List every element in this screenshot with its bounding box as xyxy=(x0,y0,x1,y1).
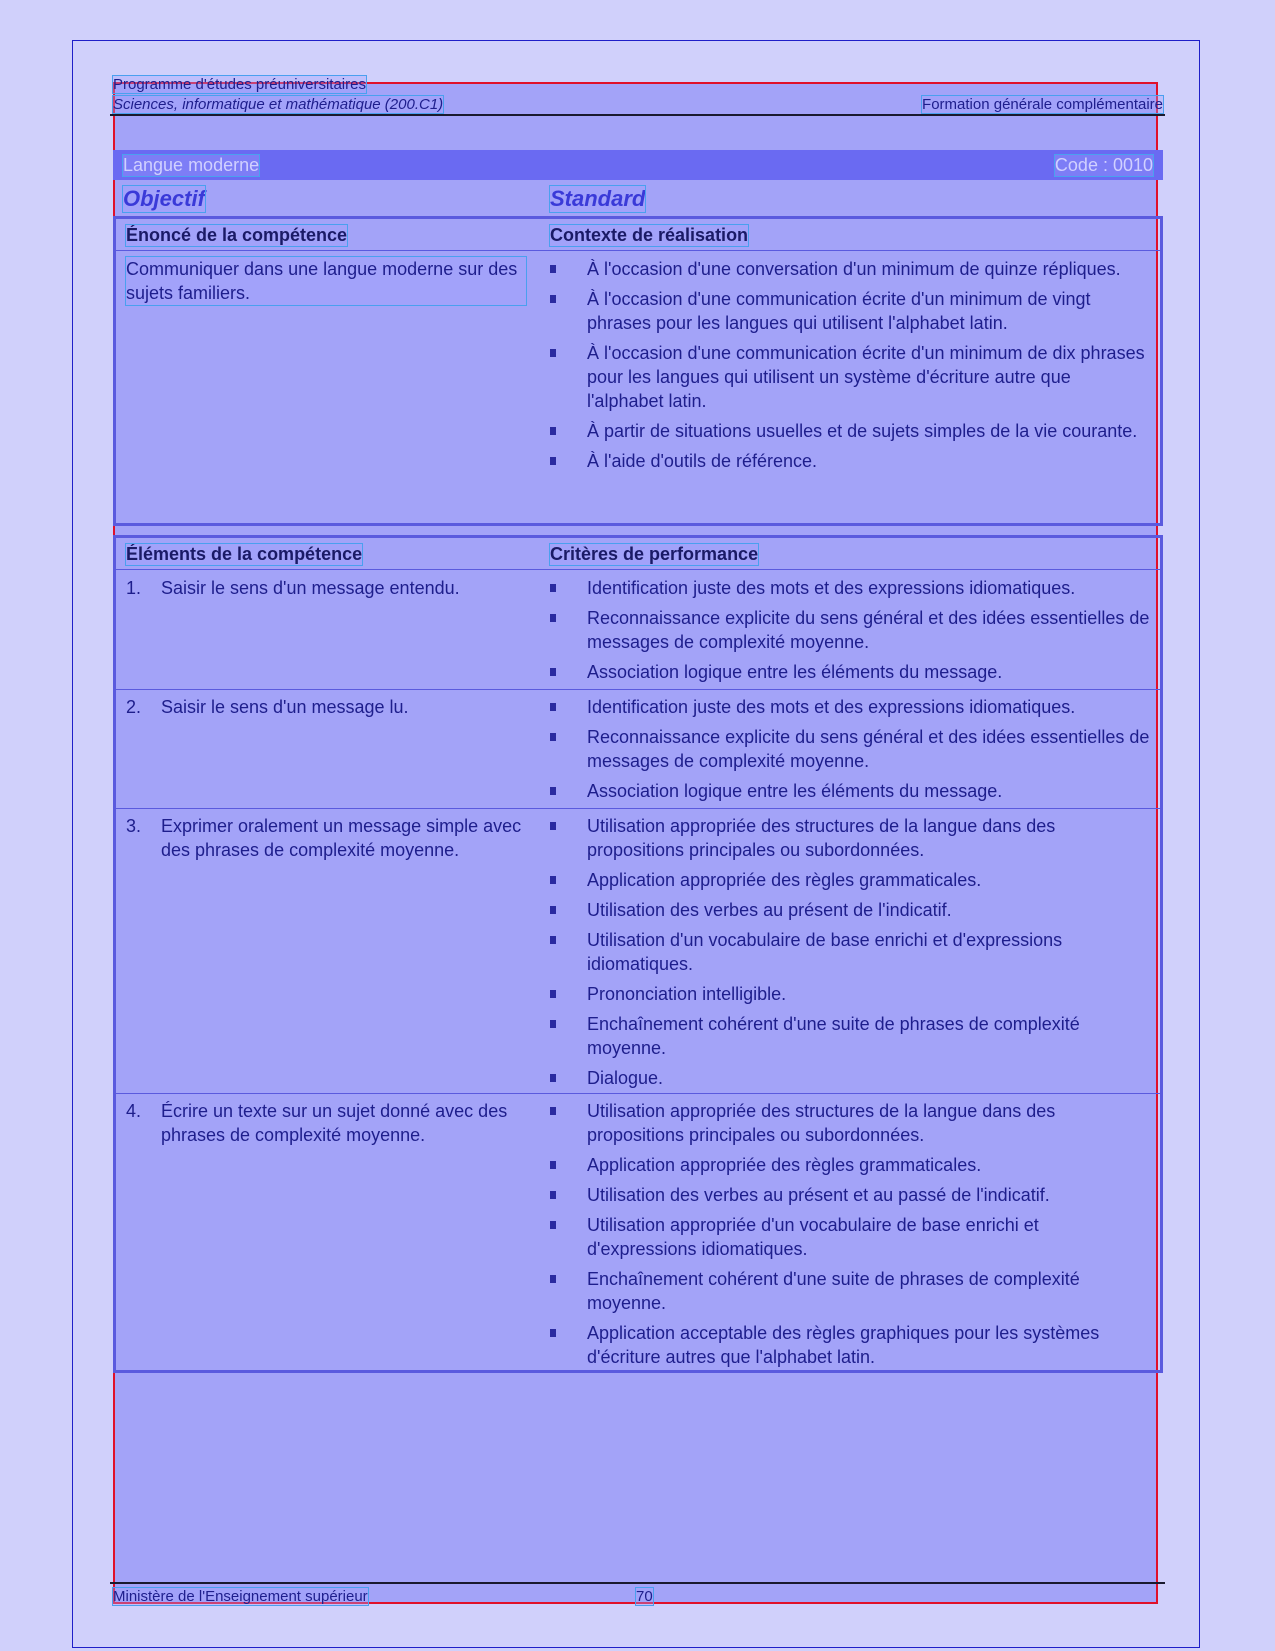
footer-ministry: Ministère de l'Enseignement supérieur xyxy=(113,1588,368,1605)
header-rule xyxy=(110,114,1165,116)
criterion: Prononciation intelligible. xyxy=(550,982,1150,1006)
context-item: À l'occasion d'une communication écrite d'un minimum de vingt phrases pour les langues qui utilisent l'alphabet latin. xyxy=(550,287,1150,335)
criterion: Utilisation appropriée des structures de la langue dans des propositions principales ou subordonnées. xyxy=(550,1099,1150,1147)
criterion: Dialogue. xyxy=(550,1066,1150,1090)
criterion: Identification juste des mots et des expressions idiomatiques. xyxy=(550,695,1150,719)
element-number: 3. xyxy=(126,816,142,836)
table1-rule xyxy=(116,250,1160,251)
row-rule xyxy=(116,689,1160,690)
element-number: 2. xyxy=(126,697,142,717)
col-header-statement: Énoncé de la compétence xyxy=(126,225,348,245)
element-number: 4. xyxy=(126,1101,142,1121)
course-bar xyxy=(113,150,1163,180)
criteria-list-3 xyxy=(550,814,1150,1096)
criterion: Utilisation appropriée des structures de la langue dans des propositions principales ou subordonnées. xyxy=(550,814,1150,862)
criterion: Application appropriée des règles grammaticales. xyxy=(550,868,1150,892)
criterion: Utilisation des verbes au présent de l'indicatif. xyxy=(550,898,1150,922)
page-number: 70 xyxy=(636,1588,653,1605)
element-text: Saisir le sens d'un message lu. xyxy=(161,697,409,717)
element-number: 1. xyxy=(126,578,142,598)
criterion: Enchaînement cohérent d'une suite de phrases de complexité moyenne. xyxy=(550,1267,1150,1315)
criterion: Enchaînement cohérent d'une suite de phrases de complexité moyenne. xyxy=(550,1012,1150,1060)
header-section: Formation générale complémentaire xyxy=(922,96,1163,113)
criterion: Application appropriée des règles grammaticales. xyxy=(550,1153,1150,1177)
criterion: Identification juste des mots et des expressions idiomatiques. xyxy=(550,576,1150,600)
col-header-elements: Éléments de la compétence xyxy=(126,544,363,564)
col-header-criteria: Critères de performance xyxy=(550,544,759,564)
context-item: À l'occasion d'une conversation d'un minimum de quinze répliques. xyxy=(550,257,1150,281)
criterion: Utilisation d'un vocabulaire de base enrichi et d'expressions idiomatiques. xyxy=(550,928,1150,976)
standard-label: Standard xyxy=(550,186,646,211)
footer-rule xyxy=(110,1582,1165,1584)
header-program-title: Sciences, informatique et mathématique (200.C1) xyxy=(113,96,444,113)
row-rule xyxy=(116,808,1160,809)
context-item: À l'occasion d'une communication écrite d'un minimum de dix phrases pour les langues qui utilisent un système d'écriture autre que l'alphabet latin. xyxy=(550,341,1150,413)
objective-label: Objectif xyxy=(123,186,205,211)
criterion: Reconnaissance explicite du sens général et des idées essentielles de messages de complexité moyenne. xyxy=(550,606,1150,654)
context-list xyxy=(550,257,1150,479)
element-text: Exprimer oralement un message simple avec des phrases de complexité moyenne. xyxy=(161,816,522,860)
course-code: Code : 0010 xyxy=(1054,155,1153,175)
competence-statement: Communiquer dans une langue moderne sur des sujets familiers. xyxy=(126,257,526,305)
element-text: Écrire un texte sur un sujet donné avec des phrases de complexité moyenne. xyxy=(161,1101,508,1145)
criteria-list-4 xyxy=(550,1099,1150,1375)
criterion: Utilisation appropriée d'un vocabulaire de base enrichi et d'expressions idiomatiques. xyxy=(550,1213,1150,1261)
criterion: Reconnaissance explicite du sens général et des idées essentielles de messages de complexité moyenne. xyxy=(550,725,1150,773)
criterion: Association logique entre les éléments du message. xyxy=(550,779,1150,803)
col-header-context: Contexte de réalisation xyxy=(550,225,749,245)
header-program: Programme d'études préuniversitaires xyxy=(113,76,366,93)
table2-rule xyxy=(116,569,1160,570)
course-name: Langue moderne xyxy=(123,155,260,175)
context-item: À partir de situations usuelles et de sujets simples de la vie courante. xyxy=(550,419,1150,443)
criteria-list-2 xyxy=(550,695,1150,809)
elements-table xyxy=(113,535,1163,1373)
criterion: Application acceptable des règles graphiques pour les systèmes d'écriture autres que l'alphabet latin. xyxy=(550,1321,1150,1369)
context-item: À l'aide d'outils de référence. xyxy=(550,449,1150,473)
criterion: Utilisation des verbes au présent et au passé de l'indicatif. xyxy=(550,1183,1150,1207)
competence-table xyxy=(113,216,1163,526)
criteria-list-1 xyxy=(550,576,1150,690)
element-text: Saisir le sens d'un message entendu. xyxy=(161,578,460,598)
row-rule xyxy=(116,1093,1160,1094)
criterion: Association logique entre les éléments du message. xyxy=(550,660,1150,684)
